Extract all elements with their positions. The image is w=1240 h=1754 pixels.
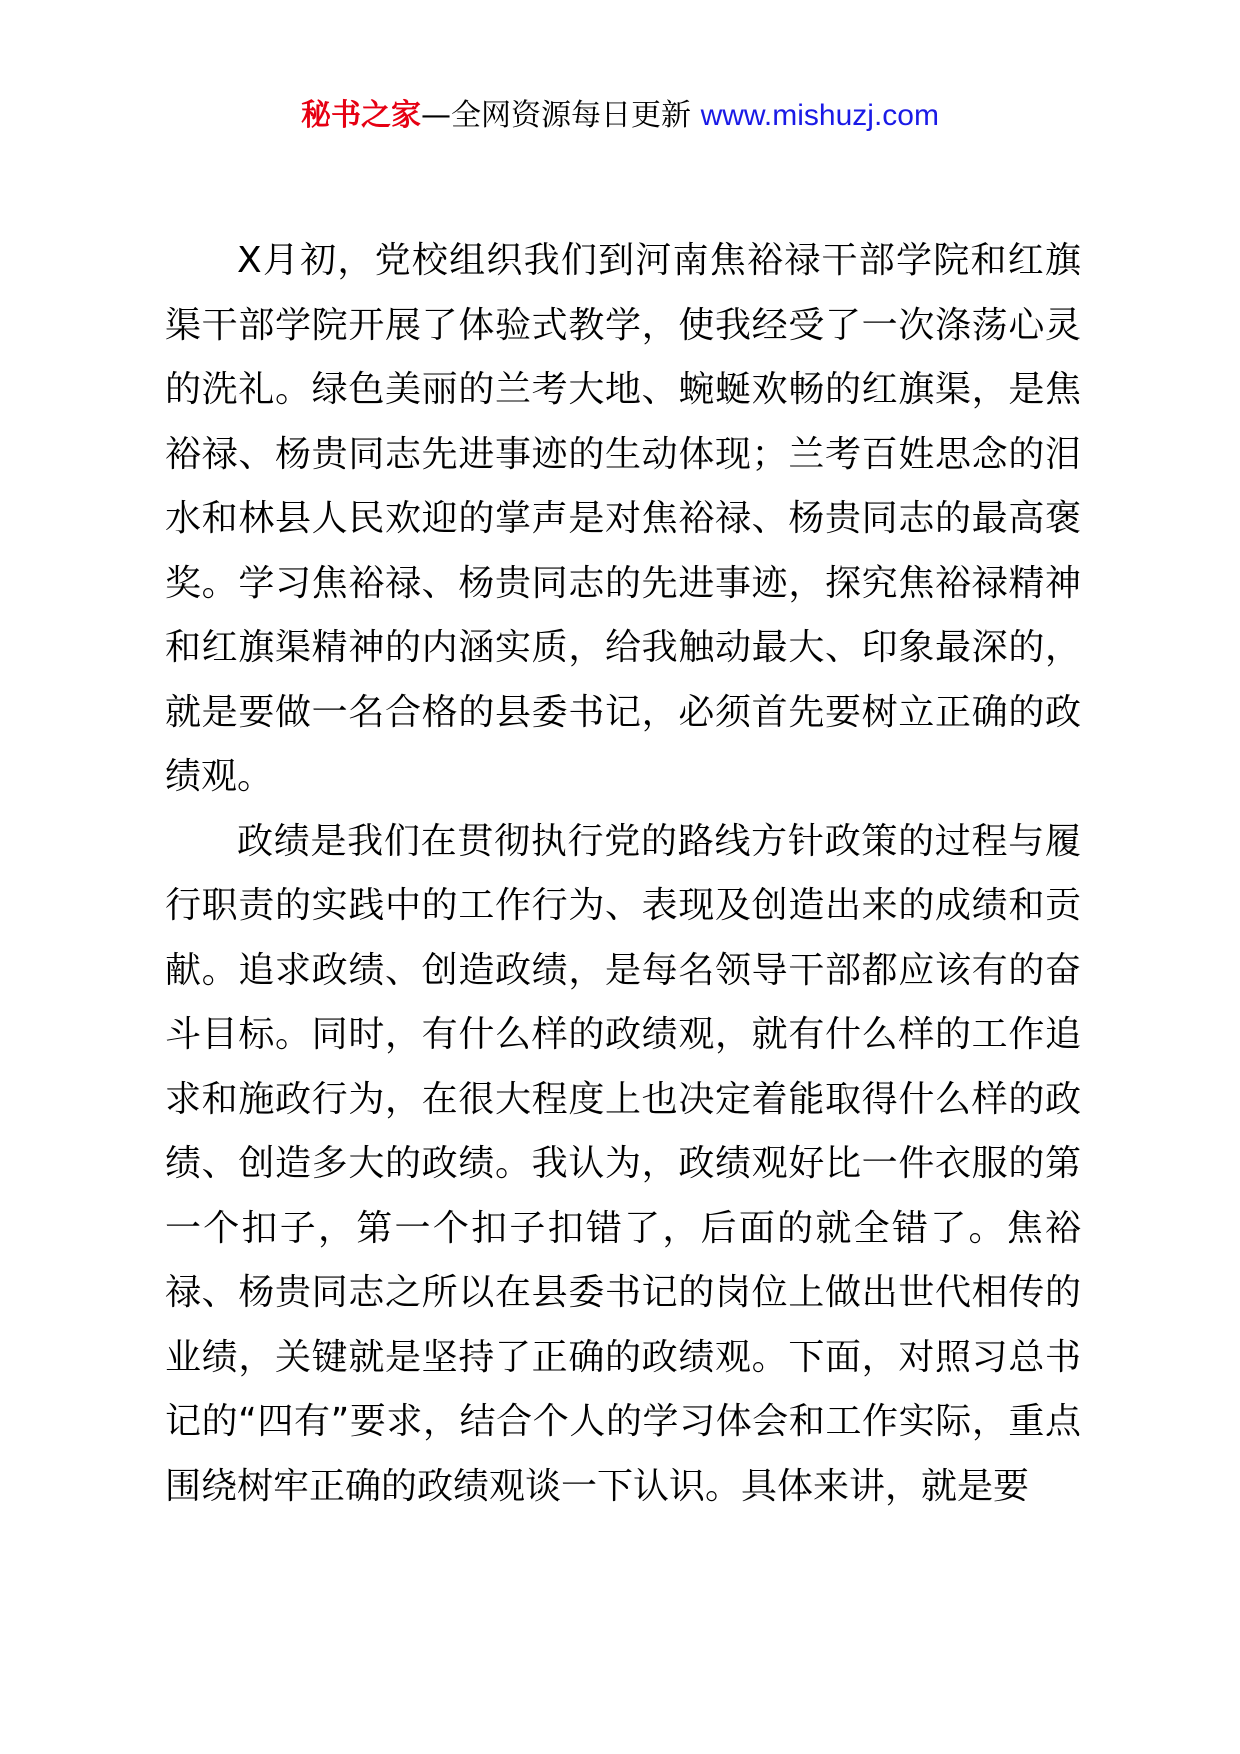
- paragraph-1: X月初，党校组织我们到河南焦裕禄干部学院和红旗渠干部学院开展了体验式教学，使我经受了一次涤荡心灵的洗礼。绿色美丽的兰考大地、蜿蜒欢畅的红旗渠，是焦裕禄、杨贵同志先进事迹的生动体现；兰考百姓思念的泪水和林县人民欢迎的掌声是对焦裕禄、杨贵同志的最高褒奖。学习焦裕禄、杨贵同志的先进事迹，探究焦裕禄精神和红旗渠精神的内涵实质，给我触动最大、印象最深的，就是要做一名合格的县委书记，必须首先要树立正确的政绩观。: [165, 240, 1081, 797]
- page-header: [0, 96, 1240, 136]
- brand-name: 秘书之家: [301, 98, 422, 133]
- document-body: [165, 229, 1081, 1519]
- header-tagline: —全网资源每日更新: [421, 98, 692, 133]
- paragraph-2: 政绩是我们在贯彻执行党的路线方针政策的过程与履行职责的实践中的工作行为、表现及创造出来的成绩和贡献。追求政绩、创造政绩，是每名领导干部都应该有的奋斗目标。同时，有什么样的政绩观，就有什么样的工作追求和施政行为，在很大程度上也决定着能取得什么样的政绩、创造多大的政绩。我认为，政绩观好比一件衣服的第一个扣子，第一个扣子扣错了，后面的就全错了。焦裕禄、杨贵同志之所以在县委书记的岗位上做出世代相传的业绩，关键就是坚持了正确的政绩观。下面，对照习总书记的“四有”要求，结合个人的学习体会和工作实际，重点围绕树牢正确的政绩观谈一下认识。具体来讲，就是要: [165, 820, 1081, 1507]
- site-url-link[interactable]: www.mishuzj.com: [700, 99, 939, 132]
